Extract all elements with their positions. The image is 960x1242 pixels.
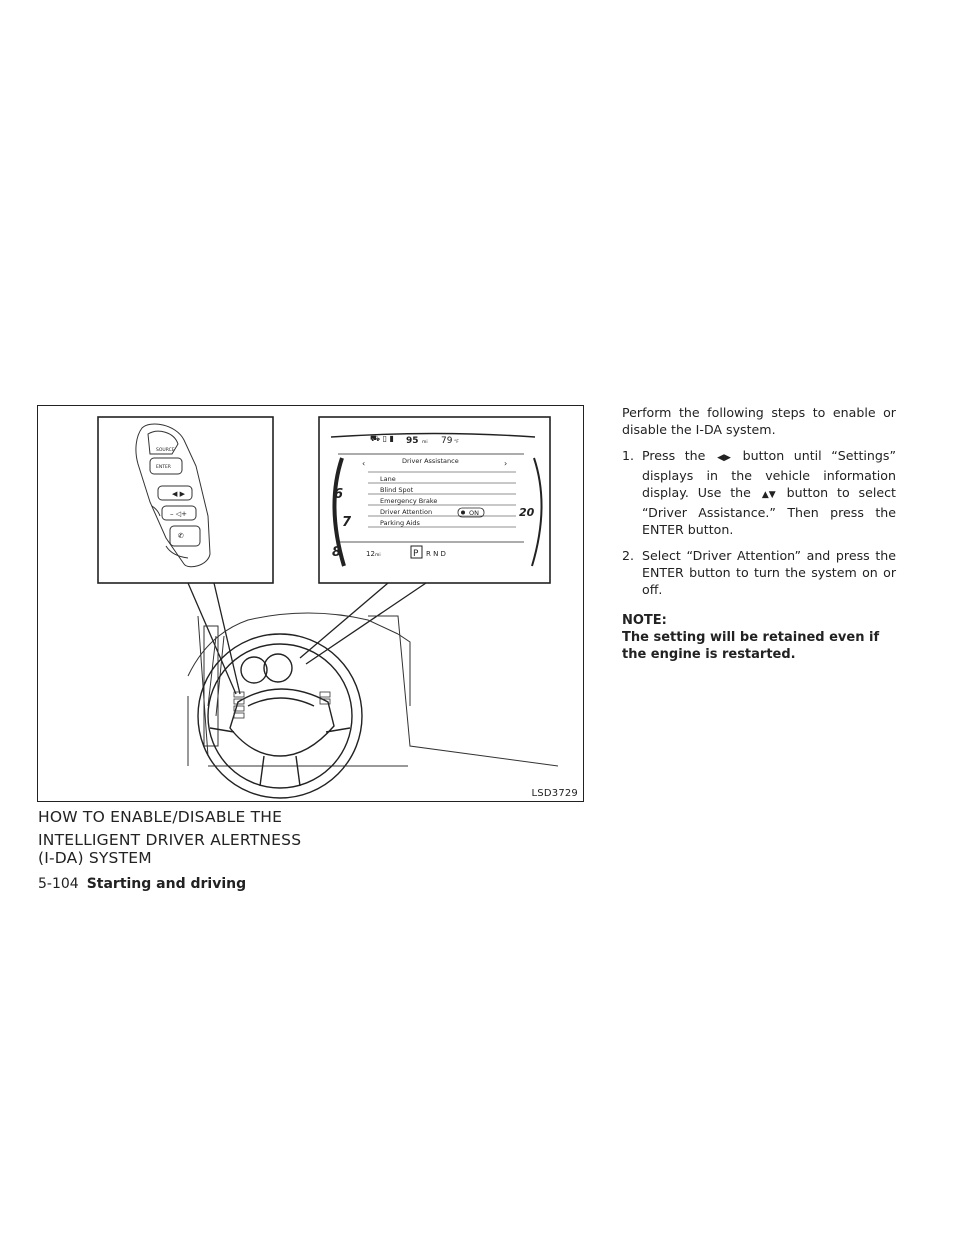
step-2-text: Select “Driver Attention” and press the ENTER button to turn the system on or off. xyxy=(642,548,896,597)
step-1-number: 1. xyxy=(622,448,635,463)
phone-button-icon: ✆ xyxy=(178,532,184,540)
tach-label-6: 6 xyxy=(334,487,344,502)
chevron-right-icon: › xyxy=(504,459,508,468)
chevron-left-icon: ‹ xyxy=(362,459,366,468)
menu-item-lane: Lane xyxy=(380,475,396,483)
illustration-figure xyxy=(37,405,584,802)
note-label: NOTE: xyxy=(622,613,667,628)
source-button-label: SOURCE xyxy=(156,448,175,453)
toggle-on-label: ON xyxy=(469,509,479,517)
section-name: Starting and driving xyxy=(86,876,247,892)
step-1-text-a: Press the xyxy=(642,448,706,463)
figure-code: LSD3729 xyxy=(531,788,578,799)
heading-line-1: HOW TO ENABLE/DISABLE THE xyxy=(38,808,283,826)
note-text: The setting will be retained even if the engine is restarted. xyxy=(622,630,880,662)
tach-label-8: 8 xyxy=(332,545,342,560)
section-heading xyxy=(38,808,458,867)
step-2-number: 2. xyxy=(622,548,635,563)
temperature: 79 xyxy=(441,436,453,446)
toggle-dot-icon xyxy=(461,511,465,515)
step-1-text xyxy=(642,447,896,538)
fuel-unit: mi xyxy=(422,440,428,445)
trip-range: 12 xyxy=(366,550,375,558)
volume-buttons-icon: – ◁+ xyxy=(170,510,187,518)
fuel-range: 95 xyxy=(406,436,419,446)
dashboard-drawing xyxy=(188,613,558,766)
gear-indicator: P xyxy=(413,549,419,559)
heading-line-2: INTELLIGENT DRIVER ALERTNESS xyxy=(38,831,302,849)
step-2 xyxy=(622,547,896,598)
menu-item-emergency-brake: Emergency Brake xyxy=(380,497,438,505)
tach-label-7: 7 xyxy=(342,515,352,530)
page-number: 5-104 xyxy=(38,876,79,892)
instructions-column xyxy=(622,404,896,663)
step-1-text-b: button until “Settings” displays in the vehicle information display. Use the xyxy=(642,448,896,500)
step-1-text-c: button to select “Driver Assistance.” Then press the ENTER button. xyxy=(642,485,896,537)
menu-item-parking-aids: Parking Aids xyxy=(380,519,420,527)
menu-title: Driver Assistance xyxy=(402,457,459,465)
enter-button-label: ENTER xyxy=(156,465,171,470)
steering-wheel-drawing xyxy=(198,634,362,798)
page-footer xyxy=(38,876,246,892)
cluster-status-icons: ⛟ ▯ ▮ xyxy=(370,434,394,443)
arrow-buttons-icon: ◀ ▶ xyxy=(172,490,185,498)
menu-item-blind-spot: Blind Spot xyxy=(380,486,414,494)
step-1 xyxy=(622,447,896,538)
menu-item-driver-attention: Driver Attention xyxy=(380,508,433,516)
trip-unit: mi xyxy=(375,553,381,558)
temp-unit: °F xyxy=(454,440,459,445)
intro-paragraph: Perform the following steps to enable or disable the I-DA system. xyxy=(622,405,896,437)
heading-line-3: (I-DA) SYSTEM xyxy=(38,849,152,867)
left-right-arrows-icon: ◀▶ xyxy=(717,453,731,463)
speed-label-20: 20 xyxy=(519,506,535,519)
steering-wheel-illustration xyxy=(38,406,583,801)
gear-list: R N D xyxy=(426,550,446,558)
up-down-arrows-icon: ▲▼ xyxy=(761,490,776,500)
